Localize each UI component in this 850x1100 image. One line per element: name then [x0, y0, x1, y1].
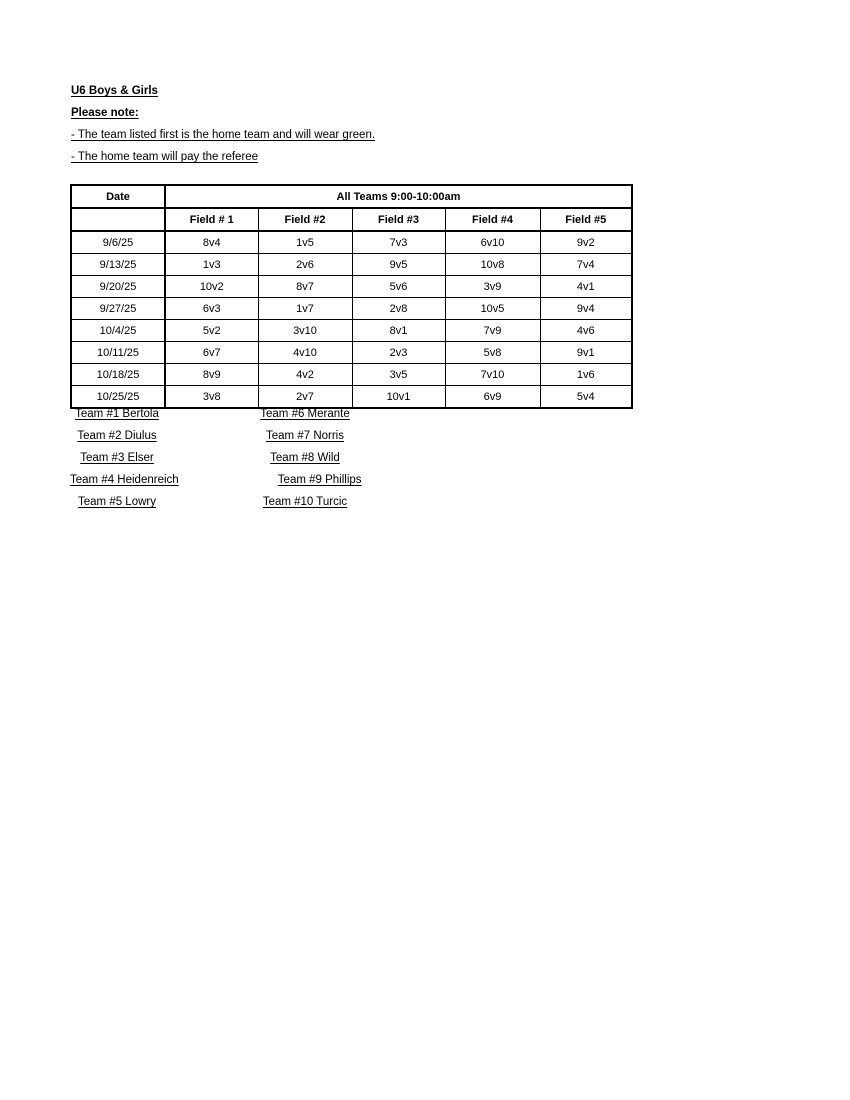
- cell-matchup: 6v9: [445, 386, 540, 409]
- header-field-2: Field #2: [258, 208, 352, 231]
- note-line-1-text: - The team listed first is the home team and will wear green.: [71, 129, 376, 141]
- cell-matchup: 3v10: [258, 320, 352, 342]
- roster-team-left-label: Team #3 Elser: [80, 452, 154, 464]
- cell-matchup: 9v1: [540, 342, 632, 364]
- cell-matchup: 8v1: [352, 320, 445, 342]
- cell-matchup: 5v4: [540, 386, 632, 409]
- cell-date: 10/18/25: [71, 364, 165, 386]
- notes-label: [71, 102, 671, 124]
- cell-matchup: 7v9: [445, 320, 540, 342]
- cell-matchup: 9v2: [540, 231, 632, 254]
- table-row: [71, 254, 632, 276]
- roster-team-left-label: Team #2 Diulus: [77, 430, 157, 442]
- cell-matchup: 4v1: [540, 276, 632, 298]
- cell-matchup: 1v6: [540, 364, 632, 386]
- header-field-3: Field #3: [352, 208, 445, 231]
- roster-row: [70, 469, 400, 491]
- header-all-teams-time: All Teams 9:00-10:00am: [165, 185, 632, 208]
- table-header-row-time: [71, 185, 632, 208]
- roster-team-left: [70, 425, 164, 447]
- roster-row: [70, 425, 400, 447]
- cell-matchup: 3v5: [352, 364, 445, 386]
- header-date: Date: [71, 185, 165, 208]
- cell-matchup: 8v9: [165, 364, 258, 386]
- roster-row: [70, 403, 400, 425]
- roster-team-right: [258, 425, 352, 447]
- note-line-2-text: - The home team will pay the referee: [71, 151, 259, 163]
- cell-matchup: 1v3: [165, 254, 258, 276]
- roster-team-right: [273, 469, 367, 491]
- notes-label-text: Please note:: [71, 107, 139, 119]
- roster-team-right-label: Team #7 Norris: [266, 430, 344, 442]
- cell-matchup: 10v5: [445, 298, 540, 320]
- cell-matchup: 9v4: [540, 298, 632, 320]
- roster-team-right-label: Team #6 Merante: [260, 408, 350, 420]
- cell-matchup: 6v10: [445, 231, 540, 254]
- page-title: [71, 80, 671, 102]
- cell-matchup: 7v3: [352, 231, 445, 254]
- cell-matchup: 6v3: [165, 298, 258, 320]
- cell-date: 10/11/25: [71, 342, 165, 364]
- roster-team-right-label: Team #10 Turcic: [262, 496, 348, 508]
- cell-matchup: 8v7: [258, 276, 352, 298]
- table-row: [71, 320, 632, 342]
- cell-matchup: 9v5: [352, 254, 445, 276]
- cell-date: 9/6/25: [71, 231, 165, 254]
- cell-matchup: 2v3: [352, 342, 445, 364]
- table-row: [71, 342, 632, 364]
- heading-block: [71, 80, 671, 168]
- header-field-1: Field # 1: [165, 208, 258, 231]
- team-roster: [70, 403, 400, 513]
- cell-matchup: 3v8: [165, 386, 258, 409]
- roster-team-left-label: Team #1 Bertola: [75, 408, 159, 420]
- cell-matchup: 2v6: [258, 254, 352, 276]
- header-field-5: Field #5: [540, 208, 632, 231]
- cell-matchup: 8v4: [165, 231, 258, 254]
- page-title-text: U6 Boys & Girls: [71, 85, 158, 97]
- cell-matchup: 1v5: [258, 231, 352, 254]
- roster-team-right: [258, 447, 352, 469]
- cell-matchup: 6v7: [165, 342, 258, 364]
- cell-matchup: 5v8: [445, 342, 540, 364]
- cell-matchup: 5v6: [352, 276, 445, 298]
- roster-row: [70, 447, 400, 469]
- cell-matchup: 1v7: [258, 298, 352, 320]
- cell-matchup: 4v6: [540, 320, 632, 342]
- cell-date: 9/20/25: [71, 276, 165, 298]
- roster-team-left: [70, 403, 164, 425]
- roster-team-left: [70, 491, 164, 513]
- roster-team-left: [70, 469, 179, 491]
- header-blank-cell: [71, 208, 165, 231]
- table-row: [71, 231, 632, 254]
- cell-date: 9/27/25: [71, 298, 165, 320]
- table-row: [71, 298, 632, 320]
- schedule-table: [70, 184, 633, 409]
- cell-matchup: 10v1: [352, 386, 445, 409]
- note-line-2: [71, 146, 671, 168]
- note-line-1: [71, 124, 671, 146]
- header-field-4: Field #4: [445, 208, 540, 231]
- cell-matchup: 7v4: [540, 254, 632, 276]
- cell-date: 10/25/25: [71, 386, 165, 409]
- cell-date: 9/13/25: [71, 254, 165, 276]
- roster-team-right: [258, 403, 352, 425]
- roster-team-right: [258, 491, 352, 513]
- cell-matchup: 2v7: [258, 386, 352, 409]
- cell-matchup: 10v2: [165, 276, 258, 298]
- roster-team-left-label: Team #5 Lowry: [78, 496, 156, 508]
- cell-matchup: 10v8: [445, 254, 540, 276]
- roster-team-right-label: Team #8 Wild: [270, 452, 340, 464]
- cell-date: 10/4/25: [71, 320, 165, 342]
- cell-matchup: 3v9: [445, 276, 540, 298]
- roster-team-left: [70, 447, 164, 469]
- cell-matchup: 4v2: [258, 364, 352, 386]
- table-row: [71, 364, 632, 386]
- table-row: [71, 276, 632, 298]
- roster-team-right-label: Team #9 Phillips: [277, 474, 362, 486]
- roster-row: [70, 491, 400, 513]
- roster-team-left-label: Team #4 Heidenreich: [70, 474, 179, 486]
- cell-matchup: 5v2: [165, 320, 258, 342]
- cell-matchup: 4v10: [258, 342, 352, 364]
- cell-matchup: 2v8: [352, 298, 445, 320]
- table-header-row-fields: [71, 208, 632, 231]
- cell-matchup: 7v10: [445, 364, 540, 386]
